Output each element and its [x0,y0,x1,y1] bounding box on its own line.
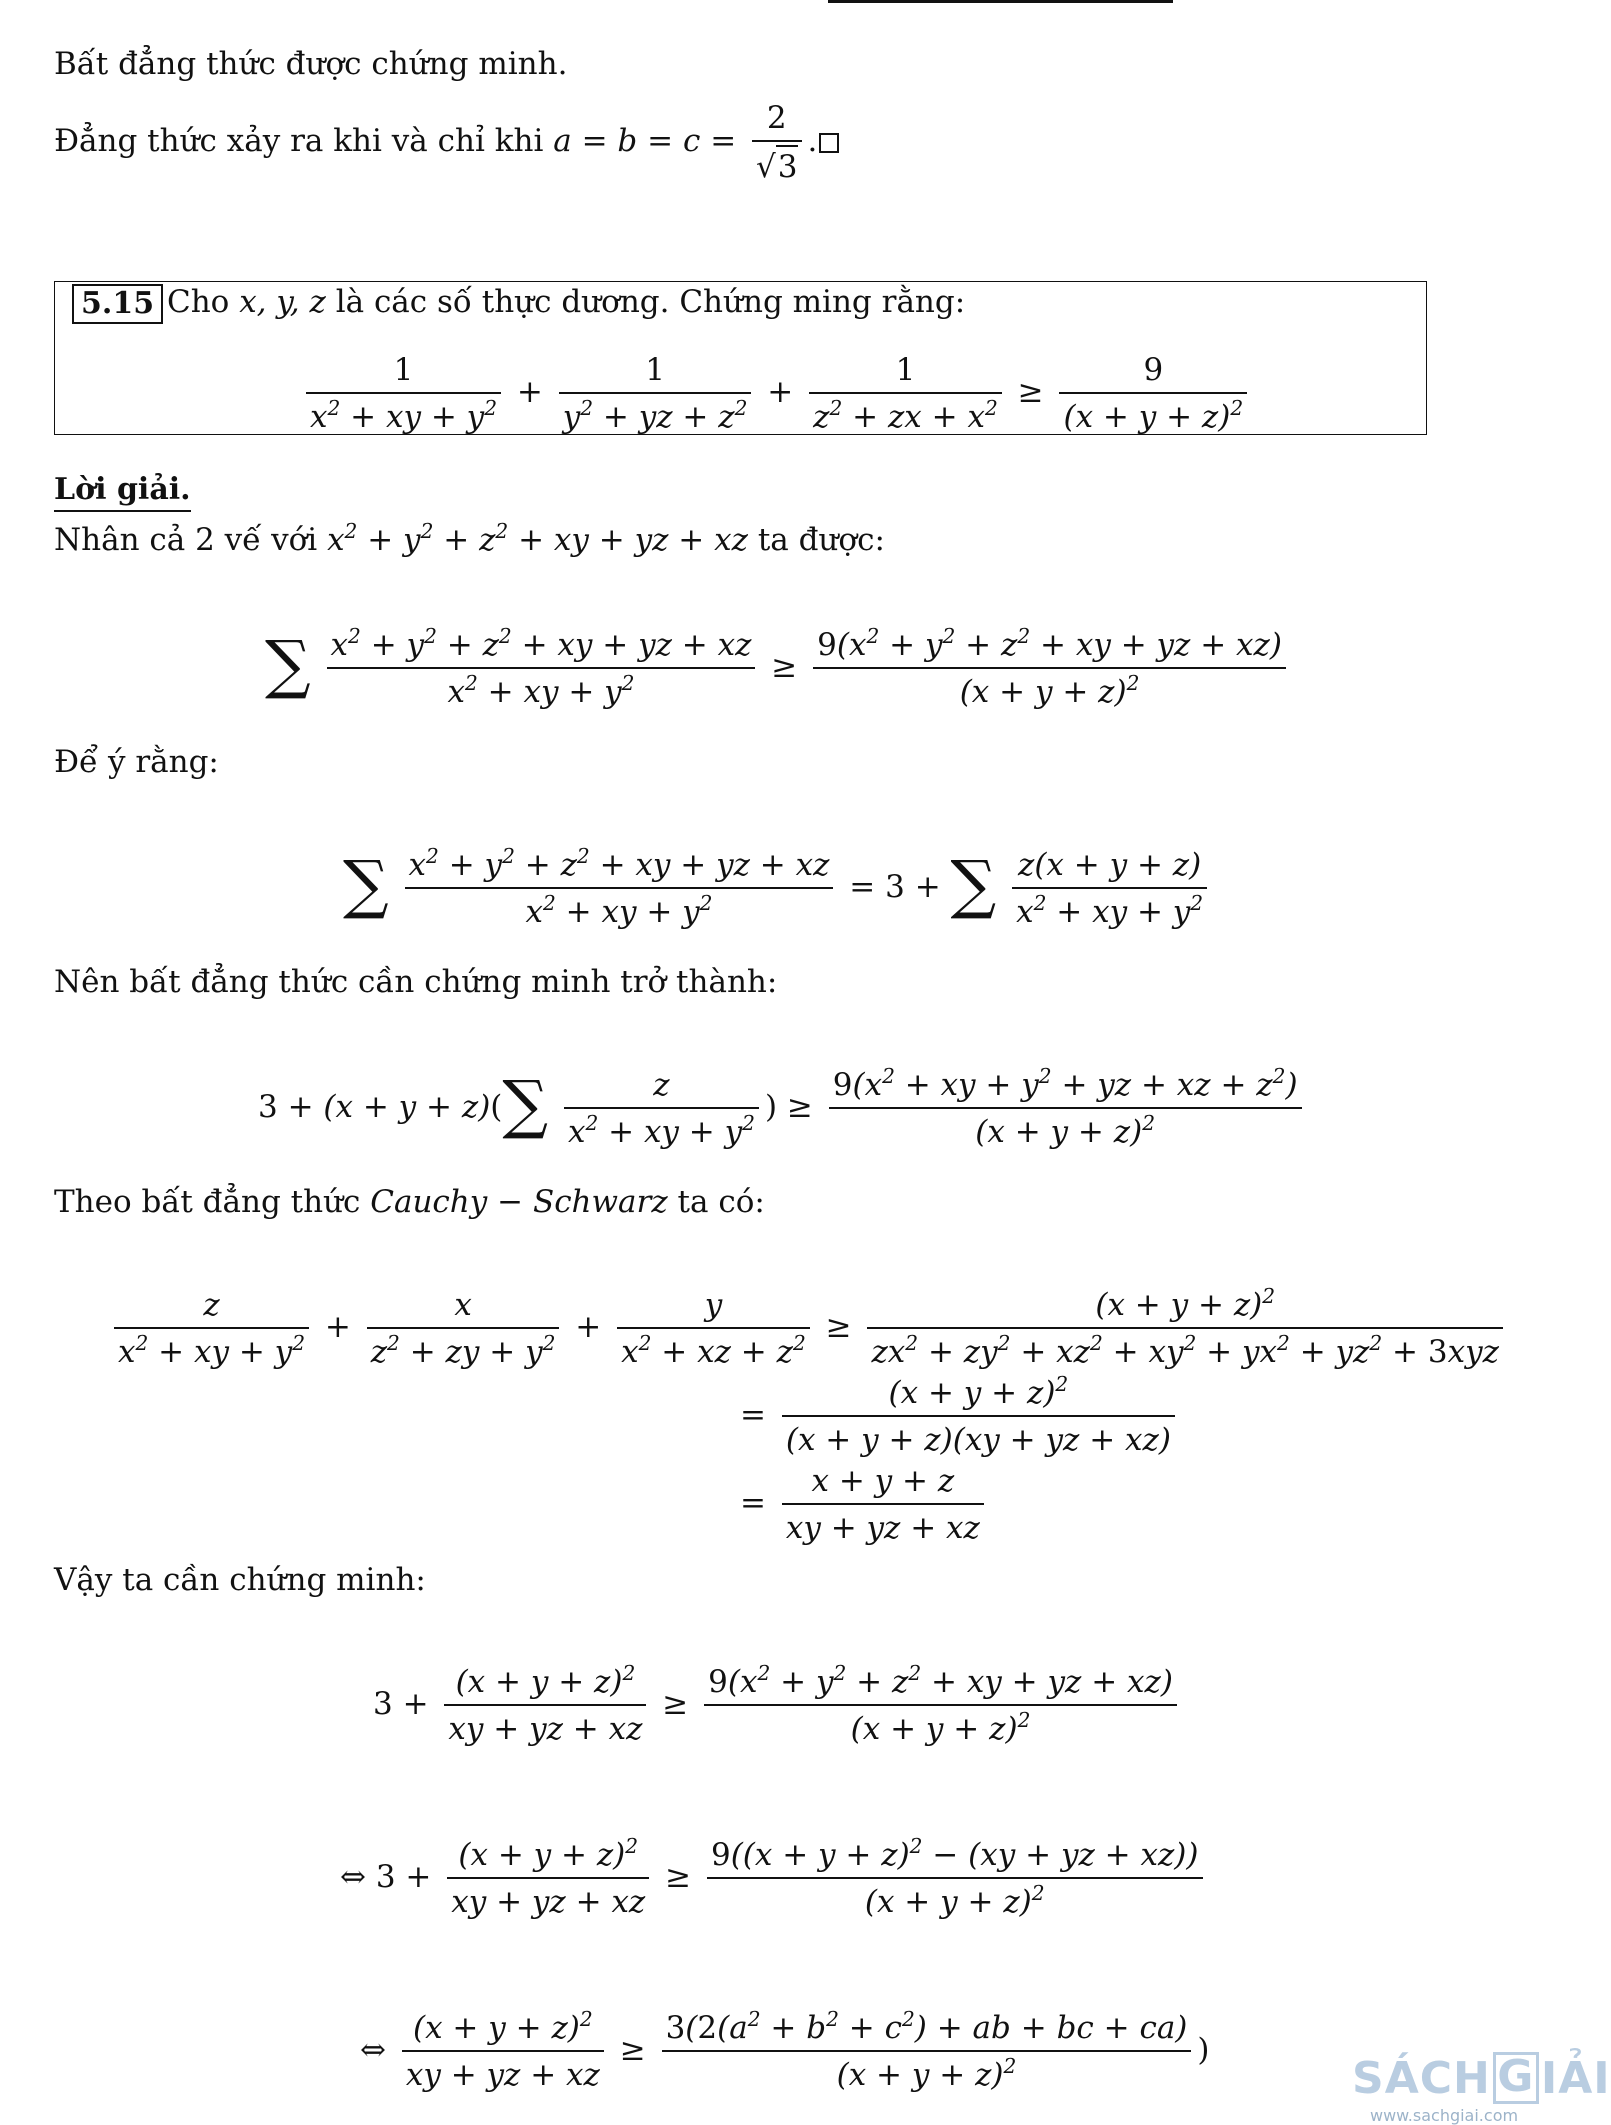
problem-statement: Cho x, y, z là các số thực dương. Chứng ming rằng: [167,284,966,320]
cauchy-schwarz-line-3: = $\frac{x + y + z}{xy + yz + xz}$ [740,1461,990,1548]
solution-heading: Lời giải. [54,470,191,512]
need-to-prove-text: Vậy ta cần chứng minh: [54,1562,426,1598]
equation-1: ∑ $\frac{x^2 + y^2 + z^2 + xy + yz + xz}{x^2 + xy + y^2}$ ≥ $\frac{9(x^2 + y^2 + z^2 + xy + yz + xz)}{(x + y + z)^2}$ [265,625,1292,712]
cauchy-schwarz-line-1: $\frac{z}{x^2 + xy + y^2}$ + $\frac{x}{z^2 + zy + y^2}$ + $\frac{y}{x^2 + xz + z^2}$ ≥ $\frac{(x + y + z)^2}{zx^2 + zy^2 + xz^2 + xy^2 + yx^2 + yz^2 + 3xyz}$ [108,1285,1509,1372]
problem-label: 5.15 [72,284,163,324]
equality-fraction: $\frac{2}{√3}$ [752,98,802,187]
watermark [1352,2052,1611,2125]
equation-4: 3 + $\frac{(x + y + z)^2}{xy + yz + xz}$ ≥ $\frac{9(x^2 + y^2 + z^2 + xy + yz + xz)}{(x + y + z)^2}$ [373,1662,1183,1749]
equation-3: 3 + (x + y + z)(∑ $\frac{z}{x^2 + xy + y^2}$ ) ≥ $\frac{9(x^2 + xy + y^2 + yz + xz + z^2)}{(x + y + z)^2}$ [258,1065,1308,1152]
equation-6: ⇔ $\frac{(x + y + z)^2}{xy + yz + xz}$ ≥ $\frac{3(2(a^2 + b^2 + c^2) + ab + bc + ca)}{(x + y + z)^2}$ ) [360,2006,1210,2093]
cauchy-schwarz-text: Theo bất đẳng thức Cauchy − Schwarz ta có: [54,1184,765,1220]
proof-complete-text: Bất đẳng thức được chứng minh. [54,46,568,82]
qed-box [819,133,839,153]
equation-2: ∑ $\frac{x^2 + y^2 + z^2 + xy + yz + xz}{x^2 + xy + y^2}$ = 3 + ∑ $\frac{z(x + y + z)}{x^2 + xy + y^2}$ [343,845,1213,932]
top-rule [828,0,1173,3]
watermark-url: www.sachgiai.com [1370,2106,1519,2125]
cauchy-schwarz-line-2: = $\frac{(x + y + z)^2}{(x + y + z)(xy + yz + xz)}$ [740,1373,1181,1460]
multiply-text: Nhân cả 2 vế với $x^2 + y^2 + z^2$ + xy + yz + xz ta được: [54,518,885,558]
watermark-logo: SÁCH G IẢI [1352,2051,1611,2104]
problem-inequality: $\frac{1}{x^2 + xy + y^2}$ + $\frac{1}{y^2 + yz + z^2}$ + $\frac{1}{z^2 + zx + x^2}$ ≥ $\frac{9}{(x + y + z)^2}$ [300,350,1253,437]
note-text: Để ý rằng: [54,744,219,780]
equality-condition-text: Đẳng thức xảy ra khi và chỉ khi a = b = c = $\frac{2}{√3}$ . [54,98,839,187]
becomes-text: Nên bất đẳng thức cần chứng minh trở thành: [54,964,778,1000]
equation-5: ⇔ 3 + $\frac{(x + y + z)^2}{xy + yz + xz}$ ≥ $\frac{9((x + y + z)^2 - (xy + yz + xz))}{(x + y + z)^2}$ [340,1835,1209,1922]
